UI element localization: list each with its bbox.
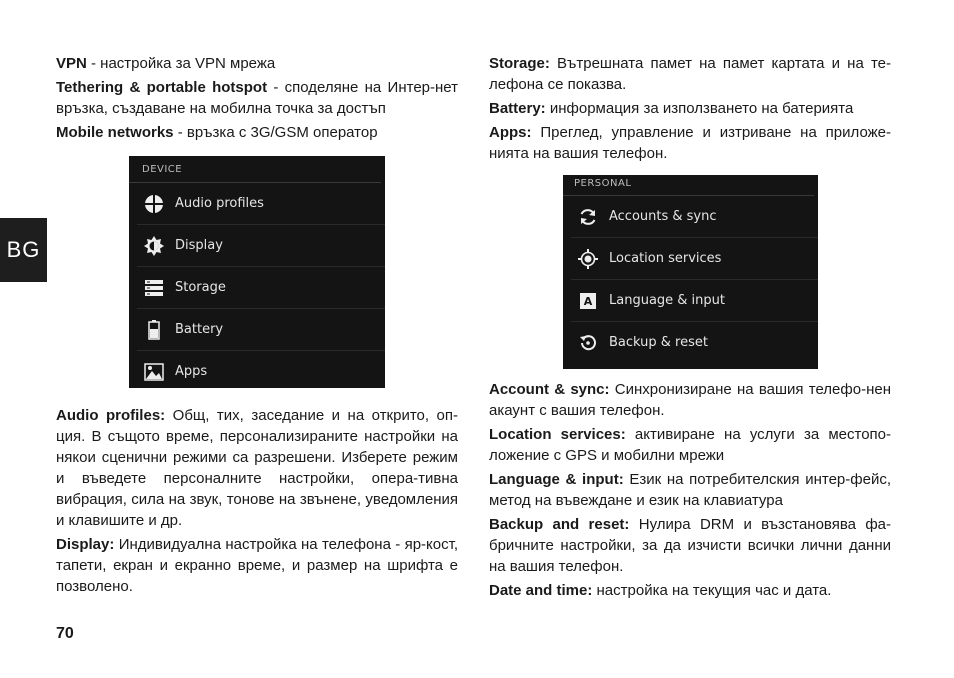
paragraph-audio-profiles (56, 405, 458, 531)
term: Audio profiles: (56, 407, 166, 424)
settings-item-label: Apps (175, 364, 208, 379)
paragraph-apps (489, 122, 891, 164)
term: Apps: (489, 124, 532, 141)
settings-item-label: Backup & reset (609, 335, 708, 350)
definition: - връзка с 3G/GSM оператор (173, 124, 378, 141)
settings-item-audio-profiles[interactable] (137, 183, 385, 225)
settings-item-battery[interactable] (137, 309, 385, 351)
term: Date and time: (489, 582, 593, 599)
settings-item-label: Audio profiles (175, 196, 264, 211)
page-number: 70 (56, 625, 74, 642)
device-settings-screenshot (129, 156, 385, 388)
paragraph-mobile-networks (56, 122, 458, 143)
definition: - настройка за VPN мрежа (86, 55, 276, 72)
definition: информация за използването на батерията (545, 100, 854, 117)
left-descriptions (56, 405, 458, 600)
personal-settings-screenshot (563, 175, 818, 369)
paragraph-backup-reset (489, 514, 891, 577)
section-header: DEVICE (129, 156, 381, 183)
section-header: PERSONAL (563, 175, 814, 196)
settings-item-label: Language & input (609, 293, 725, 308)
term: Account & sync: (489, 381, 610, 398)
settings-item-label: Storage (175, 280, 226, 295)
settings-item-label: Display (175, 238, 223, 253)
definition: Нулира DRM и възстановява фа-бричните настройки, за да изчисти всички лични данни на вашия телефон. (489, 516, 892, 575)
settings-item-location-services[interactable] (571, 238, 818, 280)
paragraph-location-services (489, 424, 891, 466)
paragraph-display (56, 534, 458, 597)
right-column (489, 53, 891, 167)
definition: Общ, тих, заседание и на открито, оп-ция. В същото време, персонализираните настройки на някои сценични режими са разрешени. Изберете режим и въведете персоналните настройки, опера-тивна вибрация, сила на звук, тонове на звънене, уведомления и клавишите и др. (56, 407, 459, 529)
settings-item-label: Battery (175, 322, 224, 337)
location-icon (577, 248, 599, 270)
term: Language & input: (489, 471, 624, 488)
paragraph-storage (489, 53, 891, 95)
storage-icon (143, 277, 165, 299)
settings-item-label: Accounts & sync (609, 209, 717, 224)
right-descriptions (489, 379, 891, 604)
svg-text:A: A (583, 294, 593, 308)
definition: Вътрешната памет на памет картата и на те-лефона се показва. (489, 55, 891, 93)
definition: Синхронизиране на вашия телефо-нен акаунт с вашия телефон. (489, 381, 891, 419)
language-side-tab: BG (0, 218, 47, 282)
term: Backup and reset: (489, 516, 630, 533)
sync-icon (577, 206, 599, 228)
backup-reset-icon (577, 332, 599, 354)
term: Storage: (489, 55, 550, 72)
paragraph-tethering (56, 77, 458, 119)
display-brightness-icon (143, 235, 165, 257)
paragraph-account-sync (489, 379, 891, 421)
definition: Индивидуална настройка на телефона - яр-кост, тапети, екран и екранно време, и размер на шрифта е позволено. (56, 536, 458, 595)
definition: - споделяне на Интер-нет връзка, създаване на мобилна точка за достъп (56, 79, 458, 117)
definition: активиране на услуги за местопо-ложение с GPS и мобилни мрежи (489, 426, 892, 464)
settings-item-language-input[interactable] (571, 280, 818, 322)
left-column (56, 53, 458, 146)
definition: Език на потребителския интер-фейс, метод на въвеждане и език на клавиатура (489, 471, 891, 509)
settings-item-label: Location services (609, 251, 722, 266)
settings-item-apps[interactable] (137, 351, 385, 392)
settings-item-storage[interactable] (137, 267, 385, 309)
term: Battery: (489, 100, 546, 117)
term: Location services: (489, 426, 626, 443)
definition: настройка на текущия час и дата. (592, 582, 832, 599)
term: VPN (56, 55, 87, 72)
audio-profiles-icon (143, 193, 165, 215)
settings-item-backup-reset[interactable] (571, 322, 818, 363)
settings-item-accounts-sync[interactable] (571, 196, 818, 238)
paragraph-battery (489, 98, 891, 119)
paragraph-vpn (56, 53, 458, 74)
term: Tethering & portable hotspot (56, 79, 268, 96)
apps-icon (143, 361, 165, 383)
term: Display: (56, 536, 115, 553)
definition: Преглед, управление и изтриване на приложе-нията на вашия телефон. (489, 124, 891, 162)
paragraph-language-input (489, 469, 891, 511)
settings-item-display[interactable] (137, 225, 385, 267)
paragraph-date-time (489, 580, 891, 601)
language-input-icon (577, 290, 599, 312)
battery-icon (143, 319, 165, 341)
term: Mobile networks (56, 124, 174, 141)
